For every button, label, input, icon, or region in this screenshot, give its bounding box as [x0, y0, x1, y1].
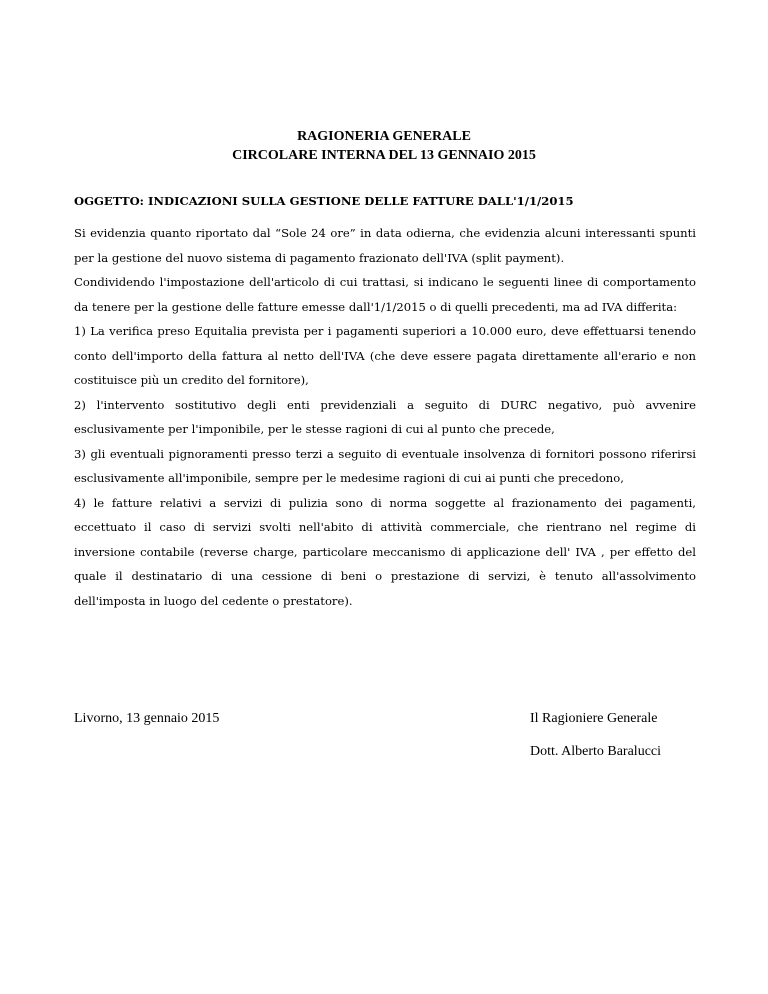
- signer-title: Il Ragioniere Generale: [530, 711, 658, 726]
- paragraph-point-4: 4) le fatture relativi a servizi di pulizia sono di norma soggette al frazionamento dei pagamenti, eccettuato il caso di servizi svolti nell'abito di attività commerciale, che rientrano nel regime di inversione contabile (reverse charge, particolare meccanismo di applicazione dell' IVA , per effetto del quale il destinatario di una cessione di beni o prestazione di servizi, è tenuto all'assolvimento dell'imposta in luogo del cedente o prestatore).: [74, 495, 696, 608]
- paragraph-point-1: 1) La verifica preso Equitalia prevista per i pagamenti superiori a 10.000 euro, deve effettuarsi tenendo conto dell'importo della fattura al netto dell'IVA (che deve essere pagata direttamente all'erario e non costituisce più un credito del fornitore),: [74, 324, 696, 387]
- document-body: [74, 221, 696, 613]
- signer-name: Dott. Alberto Baralucci: [530, 744, 662, 759]
- document-header: [0, 127, 768, 165]
- paragraph-intro: Si evidenzia quanto riportato dal “Sole 24 ore” in data odierna, che evidenzia alcuni interessanti spunti per la gestione del nuovo sistema di pagamento frazionato dell'IVA (split payment).: [74, 226, 696, 265]
- paragraph-point-3: 3) gli eventuali pignoramenti presso terzi a seguito di eventuale insolvenza di fornitori possono riferirsi esclusivamente all'imponibile, sempre per le medesime ragioni di cui ai punti che precedono,: [74, 446, 696, 485]
- subject-line: OGGETTO: INDICAZIONI SULLA GESTIONE DELLE FATTURE DALL'1/1/2015: [74, 194, 574, 208]
- paragraph-point-2: 2) l'intervento sostitutivo degli enti previdenziali a seguito di DURC negativo, può avvenire esclusivamente per l'imponibile, per le stesse ragioni di cui al punto che precede,: [74, 397, 696, 436]
- place-date: Livorno, 13 gennaio 2015: [74, 711, 220, 726]
- paragraph-guidelines: Condividendo l'impostazione dell'articolo di cui trattasi, si indicano le seguenti linee di comportamento da tenere per la gestione delle fatture emesse dall'1/1/2015 o di quelli precedenti, ma ad IVA differita:: [74, 275, 696, 314]
- circular-title: CIRCOLARE INTERNA DEL 13 GENNAIO 2015: [232, 148, 536, 163]
- office-name: RAGIONERIA GENERALE: [297, 129, 471, 144]
